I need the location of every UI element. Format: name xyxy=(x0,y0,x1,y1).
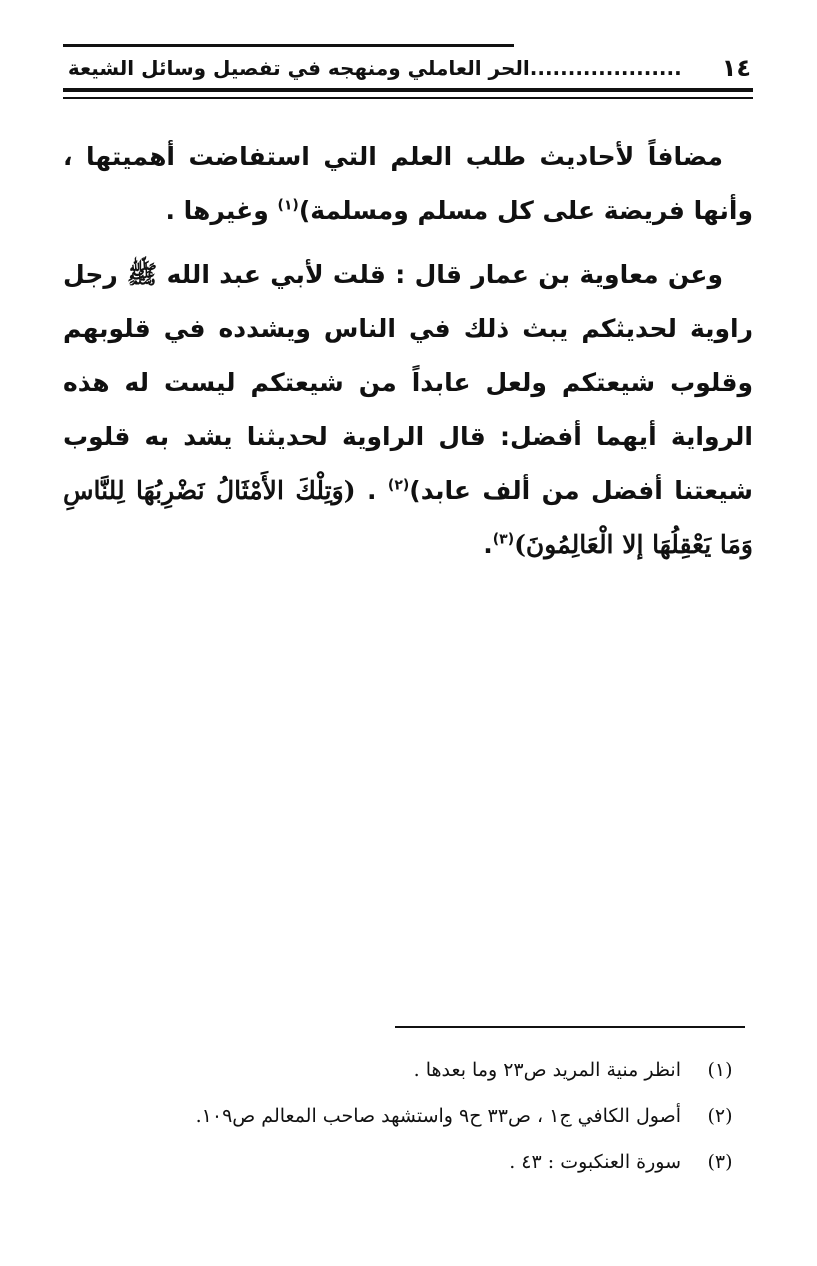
page-number: ١٤ xyxy=(721,54,751,82)
main-text xyxy=(63,130,753,572)
running-title-text: الحر العاملي ومنهجه في تفصيل وسائل الشيعة xyxy=(67,56,530,80)
page-header xyxy=(63,50,753,86)
paragraph-1-end: وغيرها . xyxy=(165,196,278,225)
header-leader-dots: .................... xyxy=(529,56,682,80)
paragraph-2-text: وعن معاوية بن عمار قال : قلت لأبي عبد الله ﷺ رجل راوية لحديثكم يبث ذلك في الناس ويشدده في قلوبهم وقلوب شيعتكم ولعل عابداً من شيعتكم ليست له هذه الرواية أيهما أفضل: قال الراوية لحديثنا يشد به قلوب شيعتنا أفضل من ألف عابد) xyxy=(63,260,754,505)
paragraph-1 xyxy=(63,130,753,238)
footnote-text: سورة العنكبوت : ٤٣ . xyxy=(509,1151,681,1173)
paragraph-1-text: مضافاً لأحاديث طلب العلم التي استفاضت أهميتها ، وأنها فريضة على كل مسلم ومسلمة) xyxy=(63,142,753,225)
footnote-3 xyxy=(63,1139,753,1185)
paragraph-2 xyxy=(63,248,753,572)
footnote-text: انظر منية المريد ص٢٣ وما بعدها . xyxy=(413,1059,681,1081)
header-top-rule xyxy=(63,44,514,47)
footnote-ref-2: (٢) xyxy=(387,477,410,494)
header-thin-rule xyxy=(63,97,753,99)
footnote-ref-1: (١) xyxy=(277,197,299,214)
quran-verse: (وَتِلْكَ الأَمْثَالُ نَضْرِبُهَا لِلنَّاسِ وَمَا يَعْقِلُهَا إلا الْعَالِمُونَ) xyxy=(63,476,753,559)
footnote-number: (٣) xyxy=(707,1151,733,1173)
footnote-number: (٢) xyxy=(707,1105,733,1127)
footnote-text: أصول الكافي ج١ ، ص٣٣ ح٩ واستشهد صاحب المعالم ص١٠٩. xyxy=(195,1105,681,1127)
paragraph-2-separator: . xyxy=(355,476,388,505)
running-title xyxy=(68,56,682,80)
footnotes xyxy=(63,1047,753,1185)
header-thick-rule xyxy=(63,88,753,92)
footnote-1 xyxy=(63,1047,753,1093)
paragraph-2-end: . xyxy=(483,530,493,559)
footnote-separator xyxy=(395,1026,745,1028)
footnote-number: (١) xyxy=(707,1059,733,1081)
footnote-ref-3: (٣) xyxy=(492,531,515,548)
footnote-2 xyxy=(63,1093,753,1139)
